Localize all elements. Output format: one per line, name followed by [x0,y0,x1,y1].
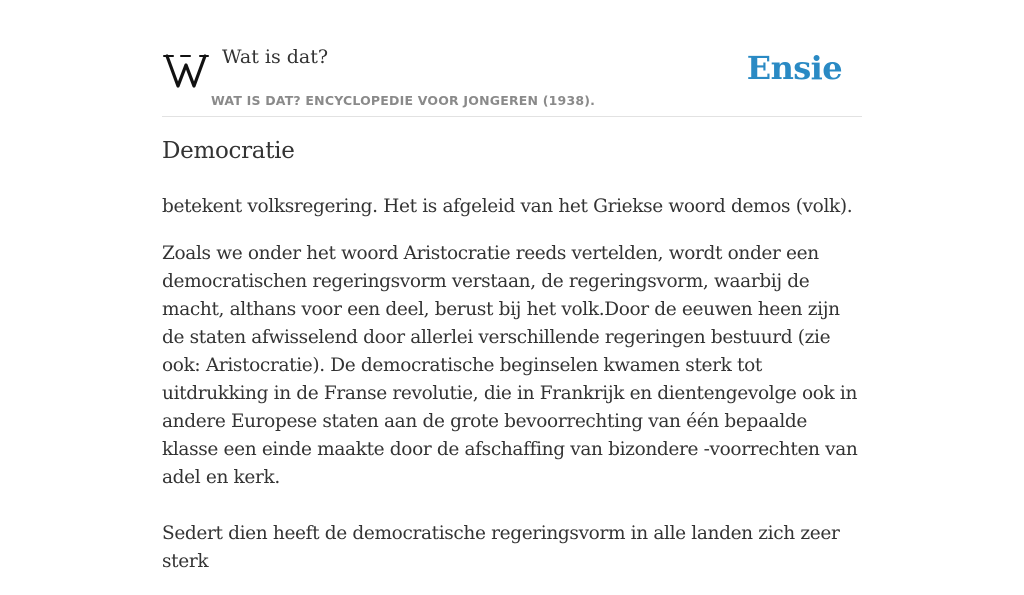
article-term: Democratie [162,138,295,164]
definition-paragraph: Zoals we onder het woord Aristocratie reeds vertelden, wordt onder een democratischen regeringsvorm verstaan, de regeringsvorm, waarbij de macht, althans voor een deel, berust bij het volk.Door de eeuwen heen zijn de staten afwisselend door allerlei verschillende regeringen bestuurd (zie ook: Aristocratie). De democratische beginselen kwamen sterk tot uitdrukking in de Franse revolutie, die in Frankrijk en dientengevolge ook in andere Europese staten aan de grote bevoorrechting van één bepaalde klasse een einde maakte door de afschaffing van bizondere -voorrechten van adel en kerk. Sedert dien heeft de democratische regeringsvorm in alle landen zich zeer sterk [162,243,858,572]
article-definition [162,193,862,595]
definition-paragraph: betekent volksregering. Het is afgeleid van het Griekse woord demos (volk). [162,196,853,217]
site-title[interactable]: Wat is dat? [222,46,329,68]
header [162,0,862,117]
site-subtitle: WAT IS DAT? ENCYCLOPEDIE VOOR JONGEREN (1938). [211,93,596,108]
page [162,0,862,572]
ensie-brand-link[interactable]: Ensie [746,49,842,87]
wikipedia-w-icon [164,52,208,90]
